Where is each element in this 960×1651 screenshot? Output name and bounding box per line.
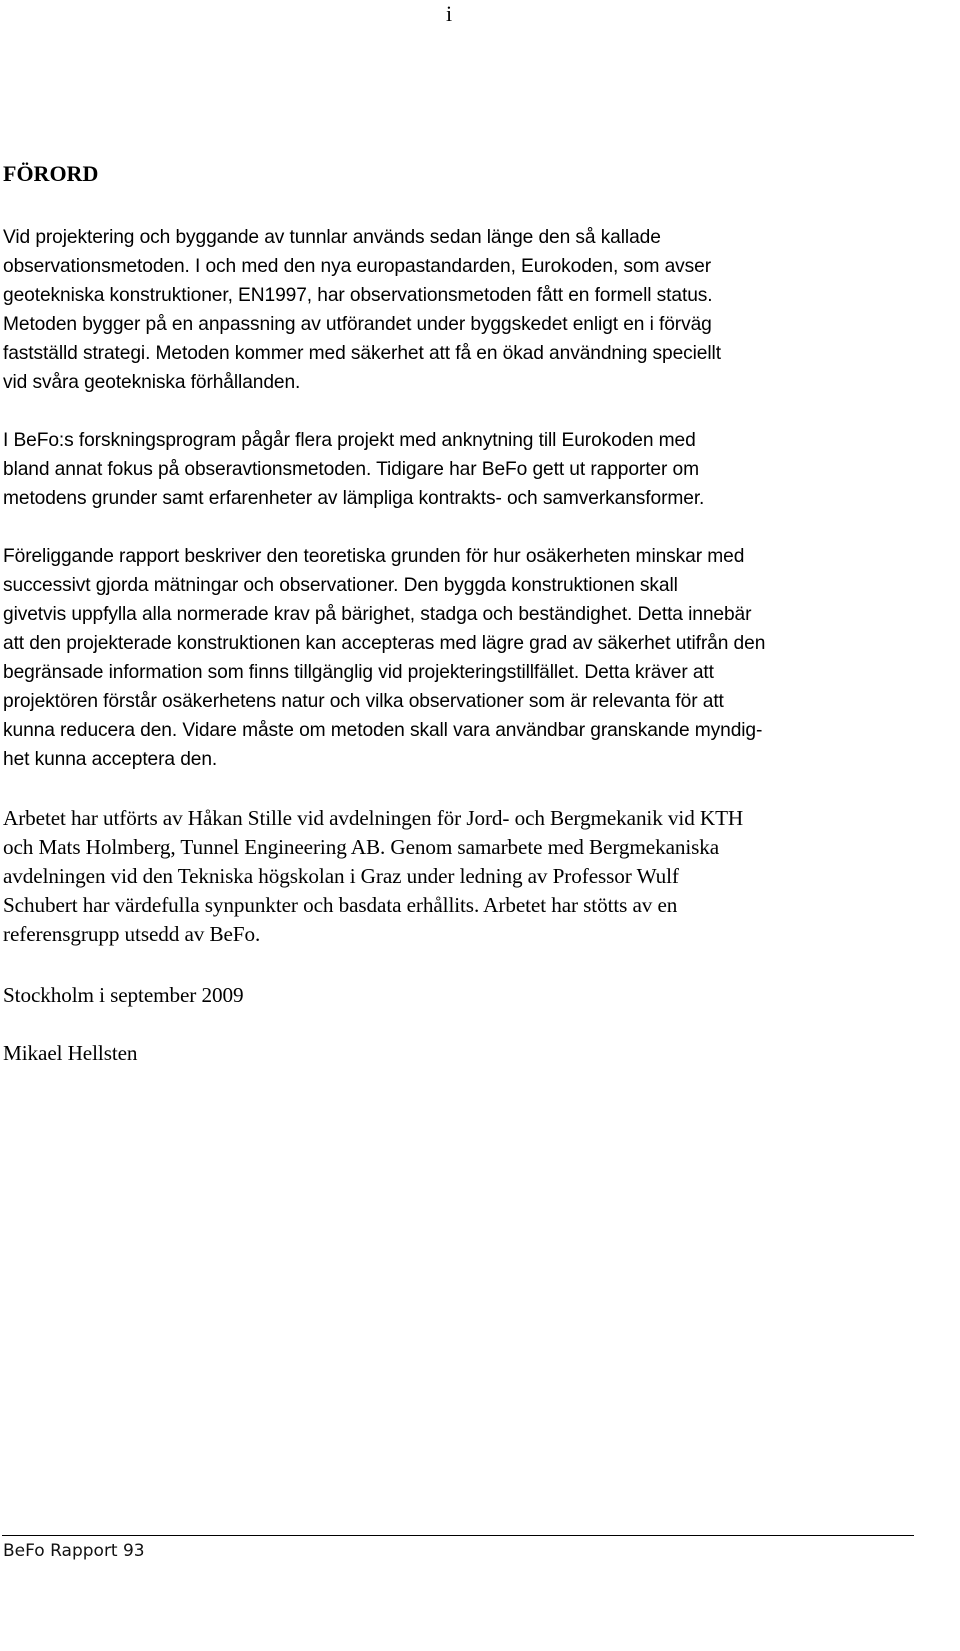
text-line: metodens grunder samt erfarenheter av lämpliga kontrakts- och samverkansformer. (3, 488, 705, 509)
paragraph-intro (3, 223, 908, 397)
page-number: i (445, 1, 453, 26)
paragraph-report-description (3, 542, 908, 774)
text-line: Arbetet har utförts av Håkan Stille vid avdelningen för Jord- och Bergmekanik vid KTH (3, 806, 744, 830)
section-heading: FÖRORD (3, 161, 99, 186)
paragraph-acknowledgements (3, 804, 908, 949)
text-line: I BeFo:s forskningsprogram pågår flera projekt med anknytning till Eurokoden med (3, 430, 696, 451)
footer-divider (2, 1535, 914, 1536)
text-line: projektören förstår osäkerhetens natur och vilka observationer som är relevanta för att (3, 691, 724, 712)
signature: Mikael Hellsten (3, 1041, 138, 1065)
text-line: referensgrupp utsedd av BeFo. (3, 922, 261, 946)
text-line: kunna reducera den. Vidare måste om metoden skall vara användbar granskande myndig- (3, 720, 763, 741)
text-line: geotekniska konstruktioner, EN1997, har observationsmetoden fått en formell status. (3, 285, 713, 306)
text-segment: bland annat fokus på obseravtionsmetoden. (3, 459, 372, 480)
text-segment: Tidigare har BeFo gett ut rapporter om (371, 459, 699, 480)
text-line: Vid projektering och byggande av tunnlar används sedan länge den så kallade (3, 227, 661, 248)
text-line: observationsmetoden. I och med den nya europastandarden, Eurokoden, som avser (3, 256, 712, 277)
text-line (3, 339, 908, 368)
text-segment: fastställd strategi. (3, 343, 151, 364)
text-line: vid svåra geotekniska förhållanden. (3, 372, 301, 393)
text-line: och Mats Holmberg, Tunnel Engineering AB. Genom samarbete med Bergmekaniska (3, 835, 720, 859)
text-line: begränsade information som finns tillgänglig vid projekteringstillfället. Detta kräver att (3, 662, 714, 683)
text-line: avdelningen vid den Tekniska högskolan i Graz under ledning av Professor Wulf (3, 864, 679, 888)
paragraph-research-program (3, 426, 908, 513)
footer-report-label: BeFo Rapport 93 (3, 1541, 145, 1561)
text-line: het kunna acceptera den. (3, 749, 218, 770)
text-line (3, 455, 908, 484)
text-line: Metoden bygger på en anpassning av utförandet under byggskedet enligt en i förväg (3, 314, 712, 335)
place-date: Stockholm i september 2009 (3, 983, 244, 1007)
text-line: Föreliggande rapport beskriver den teoretiska grunden för hur osäkerheten minskar med (3, 546, 745, 567)
text-line: att den projekterade konstruktionen kan accepteras med lägre grad av säkerhet utifrån den (3, 633, 766, 654)
text-segment: Metoden kommer med säkerhet att få en ökad användning speciellt (150, 343, 721, 364)
text-line: Schubert har värdefulla synpunkter och basdata erhållits. Arbetet har stötts av en (3, 893, 678, 917)
text-line: successivt gjorda mätningar och observationer. Den byggda konstruktionen skall (3, 575, 678, 596)
text-line: givetvis uppfylla alla normerade krav på bärighet, stadga och beständighet. Detta innebär (3, 604, 752, 625)
